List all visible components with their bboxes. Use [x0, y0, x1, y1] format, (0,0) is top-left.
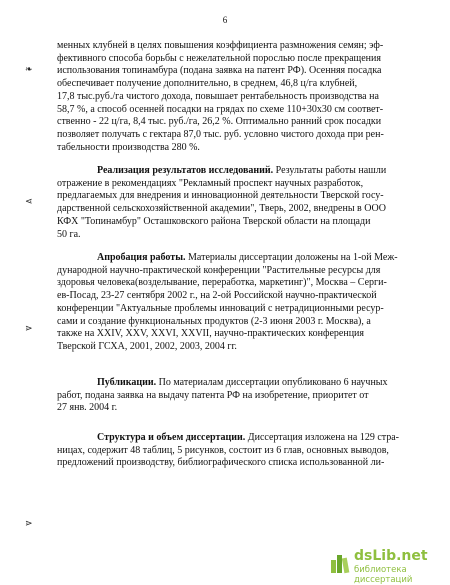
- section-heading: Структура и объем диссертации.: [97, 432, 246, 443]
- text-line: конференции "Актуальные проблемы инноваций с нетрадиционными ресур-: [57, 302, 384, 314]
- text-line: 58,7 %, а способ осенней посадки на грядах по схеме 110+30х30 см соответ-: [57, 103, 384, 115]
- text-line: сами и создание функциональных продуктов (2-3 июня 2003 г. Москва), а: [57, 315, 371, 327]
- books-logo-icon: [330, 550, 352, 574]
- text-line: Тверской ГСХА, 2001, 2002, 2003, 2004 гг.: [57, 340, 237, 352]
- text-line: предлагаемых для внедрения и инновационной деятельности Тверской госу-: [57, 190, 384, 202]
- text-line: 27 янв. 2004 г.: [57, 402, 118, 414]
- margin-mark: ❧: [25, 64, 33, 74]
- section-heading: Публикации.: [97, 377, 157, 388]
- text-line: также на XXIV, XXV, XXVI, XXVII, научно-практических конференция: [57, 328, 365, 340]
- text-line: КФХ "Топинамбур" Осташковского района Тверской области на площади: [57, 215, 371, 227]
- text-line: позволяет получать с гектара 87,0 тыс. руб. условно чистого дохода при рен-: [57, 128, 384, 140]
- text-line: табельности производства 280 %.: [57, 141, 200, 153]
- text-line: отражение в рекомендациях "Рекламный проспект научных разработок,: [57, 177, 364, 189]
- section-text: Материалы диссертации доложены на 1-ой Меж-: [185, 252, 398, 263]
- text-line: [97, 165, 429, 177]
- text-line: 17,8 тыс.руб./га чистого дохода, повышает рентабельность производства на: [57, 90, 379, 102]
- text-line: ственно - 22 ц/га, 8,4 тыс. руб./га, 26,2 %. Оптимально ранний срок посадки: [57, 116, 382, 128]
- margin-mark: ⋖: [25, 196, 33, 206]
- text-line: [97, 432, 429, 444]
- page-number: 6: [222, 15, 228, 25]
- text-line: 50 га.: [57, 228, 81, 240]
- section-heading: Реализация результатов исследований.: [97, 165, 274, 176]
- watermark[interactable]: [330, 548, 446, 585]
- text-line: здоровья человека(возделывание, переработка, маркетинг)", Москва – Серги-: [57, 277, 387, 289]
- text-line: ницах, содержит 48 таблиц, 5 рисунков, состоит из 6 глав, основных выводов,: [57, 444, 389, 456]
- margin-mark: ⋗: [25, 518, 33, 528]
- text-line: дународной научно-практической конференции "Растительные ресурсы для: [57, 264, 381, 276]
- section-text: Результаты работы нашли: [273, 165, 387, 176]
- text-line: [97, 377, 429, 389]
- section-text: Диссертация изложена на 129 стра-: [245, 432, 400, 443]
- text-line: [97, 252, 429, 264]
- text-line: фективного способа борьбы с нежелательной порослью после прекращения: [57, 52, 381, 64]
- section-heading: Апробация работы.: [97, 252, 186, 263]
- text-line: использования топинамбура (подана заявка на патент РФ). Осенняя посадка: [57, 65, 382, 77]
- text-line: менных клубней в целях повышения коэффициента размножения семян; эф-: [57, 40, 384, 51]
- watermark-title: dsLib.net: [354, 548, 428, 564]
- text-line: ев-Посад, 23-27 сентября 2002 г., на 2-ой Российской научно-практической: [57, 290, 377, 302]
- text-line: обеспечивает получение дополнительно, в среднем, 46,8 ц/га клубней,: [57, 78, 358, 90]
- text-line: предложений производству, библиографического списка использованной ли-: [57, 457, 385, 469]
- section-text: По материалам диссертации опубликовано 6 научных: [156, 377, 388, 388]
- watermark-subtitle: библиотека диссертаций: [354, 565, 413, 585]
- text-line: дарственной сельскохозяйственной академии", Тверь, 2002, внедрены в ООО: [57, 203, 386, 215]
- margin-mark: ⋗: [25, 323, 33, 333]
- text-line: работ, подана заявка на выдачу патента РФ на изобретение, приоритет от: [57, 389, 369, 401]
